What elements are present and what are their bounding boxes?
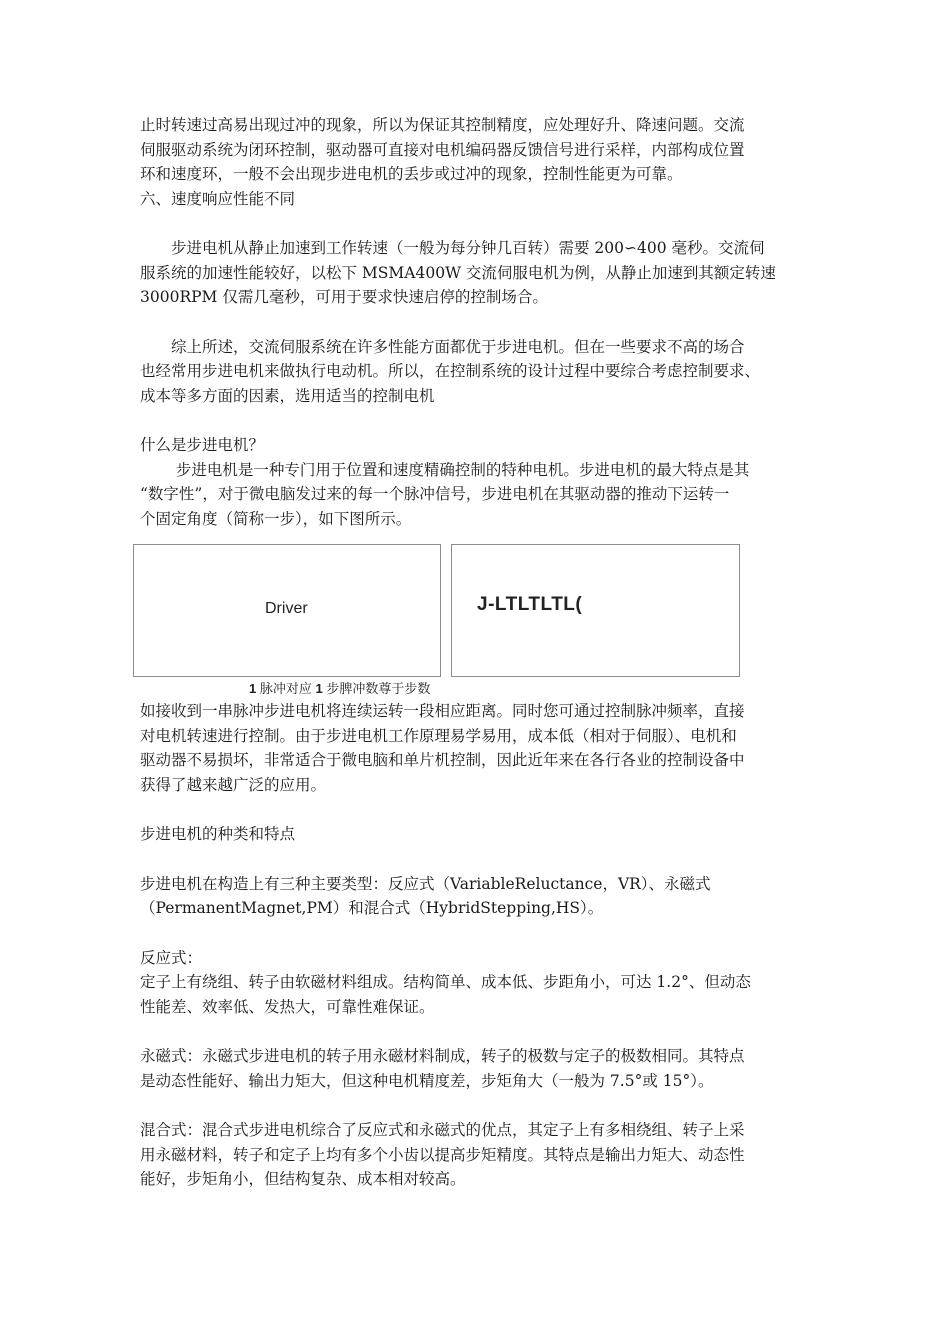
section-heading: 反应式： [140, 949, 203, 967]
text-line: 也经常用步进电机来做执行电动机。所以，在控制系统的设计过程中要综合考虑控制要求、 [140, 362, 761, 380]
text-line: 混合式：混合式步进电机综合了反应式和永磁式的优点，其定子上有多相绕组、转子上采 [140, 1121, 745, 1139]
text-line: 成本等多方面的因素，选用适当的控制电机 [140, 387, 435, 405]
caption-text: 脉冲对应 [256, 681, 316, 696]
text-line: 服系统的加速性能较好，以松下 MSMA400W 交流伺服电机为例，从静止加速到其额定转速 [140, 264, 776, 282]
text-line: 综上所述，交流伺服系统在许多性能方面都优于步进电机。但在一些要求不高的场合 [140, 338, 745, 356]
text-line: 3000RPM 仅需几毫秒，可用于要求快速启停的控制场合。 [140, 288, 548, 306]
text-line: 性能差、效率低、发热大，可靠性难保证。 [140, 998, 435, 1016]
text-line: 个固定角度（简称一步），如下图所示。 [140, 510, 412, 528]
text-line: 环和速度环，一般不会出现步进电机的丢步或过冲的现象，控制性能更为可靠。 [140, 165, 683, 183]
text-line: 定子上有绕组、转子由软磁材料组成。结构简单、成本低、步距角小，可达 1.2°、但动态 [140, 973, 751, 991]
pulse-waveform-label: J-LTLTLTL( [477, 594, 583, 615]
pulse-box [451, 544, 740, 677]
text-line: 是动态性能好、输出力矩大，但这种电机精度差，步矩角大（一般为 7.5°或 15°）。 [140, 1072, 714, 1090]
section-heading: 什么是步进电机？ [140, 436, 265, 454]
text-line: 止时转速过高易出现过冲的现象，所以为保证其控制精度，应处理好升、降速问题。交流 [140, 116, 745, 134]
text-line: 获得了越来越广泛的应用。 [140, 776, 327, 794]
text-line: 步进电机是一种专门用于位置和速度精确控制的特种电机。步进电机的最大特点是其 [140, 461, 750, 479]
text-line: 永磁式：永磁式步进电机的转子用永磁材料制成，转子的极数与定子的极数相同。其特点 [140, 1047, 745, 1065]
section-heading: 步进电机的种类和特点 [140, 825, 296, 843]
text-line: 伺服驱动系统为闭环控制，驱动器可直接对电机编码器反馈信号进行采样，内部构成位置 [140, 141, 745, 159]
figure-caption [249, 678, 430, 697]
text-line: 如接收到一串脉冲步进电机将连续运转一段相应距离。同时您可通过控制脉冲频率，直接 [140, 702, 745, 720]
text-line: “数字性”，对于微电脑发过来的每一个脉冲信号，步进电机在其驱动器的推动下运转一 [140, 485, 730, 503]
text-line: 步进电机从静止加速到工作转速（一般为每分钟几百转）需要 200∽400 毫秒。交流伺 [140, 239, 765, 257]
text-line: （PermanentMagnet,PM）和混合式（HybridStepping,HS）。 [140, 899, 604, 917]
caption-text: 步脾冲数尊于步数 [322, 681, 431, 696]
caption-number: 1 [249, 681, 257, 696]
text-line: 对电机转速进行控制。由于步进电机工作原理易学易用，成本低（相对于伺服）、电机和 [140, 727, 737, 745]
text-line: 步进电机在构造上有三种主要类型：反应式（VariableReluctance，VR）、永磁式 [140, 875, 711, 893]
caption-number: 1 [315, 681, 323, 696]
text-line: 驱动器不易损坏，非常适合于微电脑和单片机控制，因此近年来在各行各业的控制设备中 [140, 751, 745, 769]
driver-label: Driver [265, 600, 308, 617]
text-line: 能好，步矩角小，但结构复杂、成本相对较高。 [140, 1170, 466, 1188]
driver-box [133, 544, 441, 677]
section-heading: 六、速度响应性能不同 [140, 190, 296, 208]
text-line: 用永磁材料，转子和定子上均有多个小齿以提高步矩精度。其特点是输出力矩大、动态性 [140, 1146, 745, 1164]
